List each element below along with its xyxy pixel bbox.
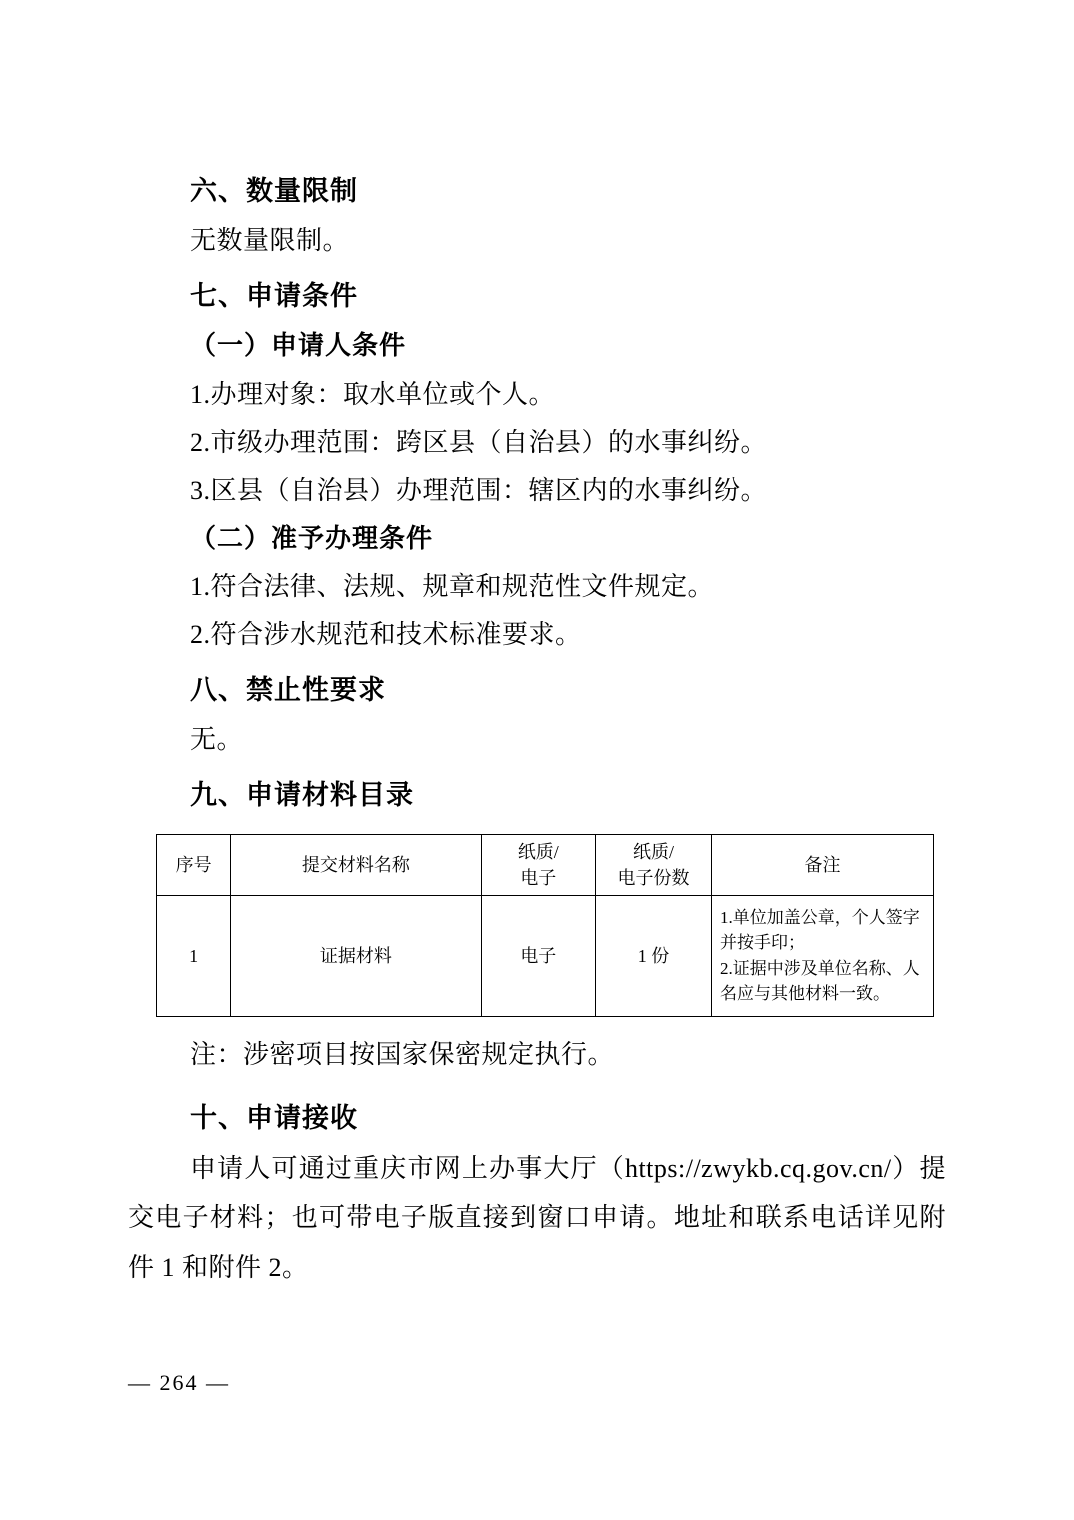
cell-remark — [712, 895, 934, 1016]
cell-remark-line1: 1.单位加盖公章，个人签字 — [720, 907, 920, 927]
spacer — [128, 659, 946, 669]
table-header-material-name: 提交材料名称 — [231, 834, 482, 895]
table-header-copies — [595, 834, 711, 895]
section-heading-seven: 七、申请条件 — [190, 281, 358, 313]
table-header-medium — [481, 834, 595, 895]
cell-copies: 1 份 — [595, 895, 711, 1016]
section-heading-six: 六、数量限制 — [190, 176, 358, 207]
section-ten-paragraph — [128, 1144, 946, 1292]
spacer — [128, 1079, 946, 1097]
table-header-row — [157, 834, 934, 895]
section-heading-ten: 十、申请接收 — [190, 1102, 358, 1134]
section-eight-paragraph: 无。 — [190, 725, 244, 755]
table-row — [157, 895, 934, 1016]
subsection-heading-two: （二）准予办理条件 — [190, 523, 434, 553]
table-header-copies-line1: 纸质/ — [632, 841, 674, 862]
spacer — [128, 265, 946, 275]
application-materials-table — [156, 834, 934, 1017]
approval-condition-2: 2.符合涉水规范和技术标准要求。 — [190, 620, 582, 650]
table-header-no: 序号 — [157, 834, 231, 895]
section-ten-text-part1: 申请人可通过重庆市网上办事大厅（ — [190, 1154, 625, 1184]
applicant-condition-3: 3.区县（自治县）办理范围：辖区内的水事纠纷。 — [190, 475, 768, 505]
document-content — [128, 170, 946, 1292]
cell-material-name: 证据材料 — [231, 895, 482, 1016]
cell-no: 1 — [157, 895, 231, 1016]
section-heading-nine: 九、申请材料目录 — [190, 780, 414, 812]
approval-condition-1: 1.符合法律、法规、规章和规范性文件规定。 — [190, 571, 715, 601]
section-heading-eight: 八、禁止性要求 — [190, 675, 386, 707]
table-note: 注：涉密项目按国家保密规定执行。 — [190, 1039, 615, 1069]
cell-remark-line3: 2.证据中涉及单位名称、人 — [720, 958, 920, 978]
table-header-copies-line2: 电子份数 — [617, 867, 690, 888]
table-header-remark: 备注 — [712, 834, 934, 895]
section-six-paragraph: 无数量限制。 — [190, 226, 350, 256]
spacer — [128, 764, 946, 774]
subsection-heading-one: （一）申请人条件 — [190, 331, 407, 361]
table-header-medium-line2: 电子 — [520, 867, 557, 888]
page-number: — 264 — — [128, 1370, 230, 1395]
cell-medium: 电子 — [481, 895, 595, 1016]
section-ten-text-part2: ）提交电子材料；也可带电子版直接到窗口申请。地址和联系电话详见附件 1 和附件 2。 — [128, 1154, 946, 1282]
applicant-condition-2: 2.市级办理范围：跨区县（自治县）的水事纠纷。 — [190, 427, 768, 457]
applicant-condition-1: 1.办理对象：取水单位或个人。 — [190, 379, 556, 409]
cell-remark-line2: 并按手印； — [720, 933, 806, 953]
cell-remark-line4: 名应与其他材料一致。 — [720, 984, 891, 1004]
table-header-medium-line1: 纸质/ — [517, 841, 559, 862]
online-service-hall-url: https://zwykb.cq.gov.cn/ — [624, 1154, 892, 1184]
